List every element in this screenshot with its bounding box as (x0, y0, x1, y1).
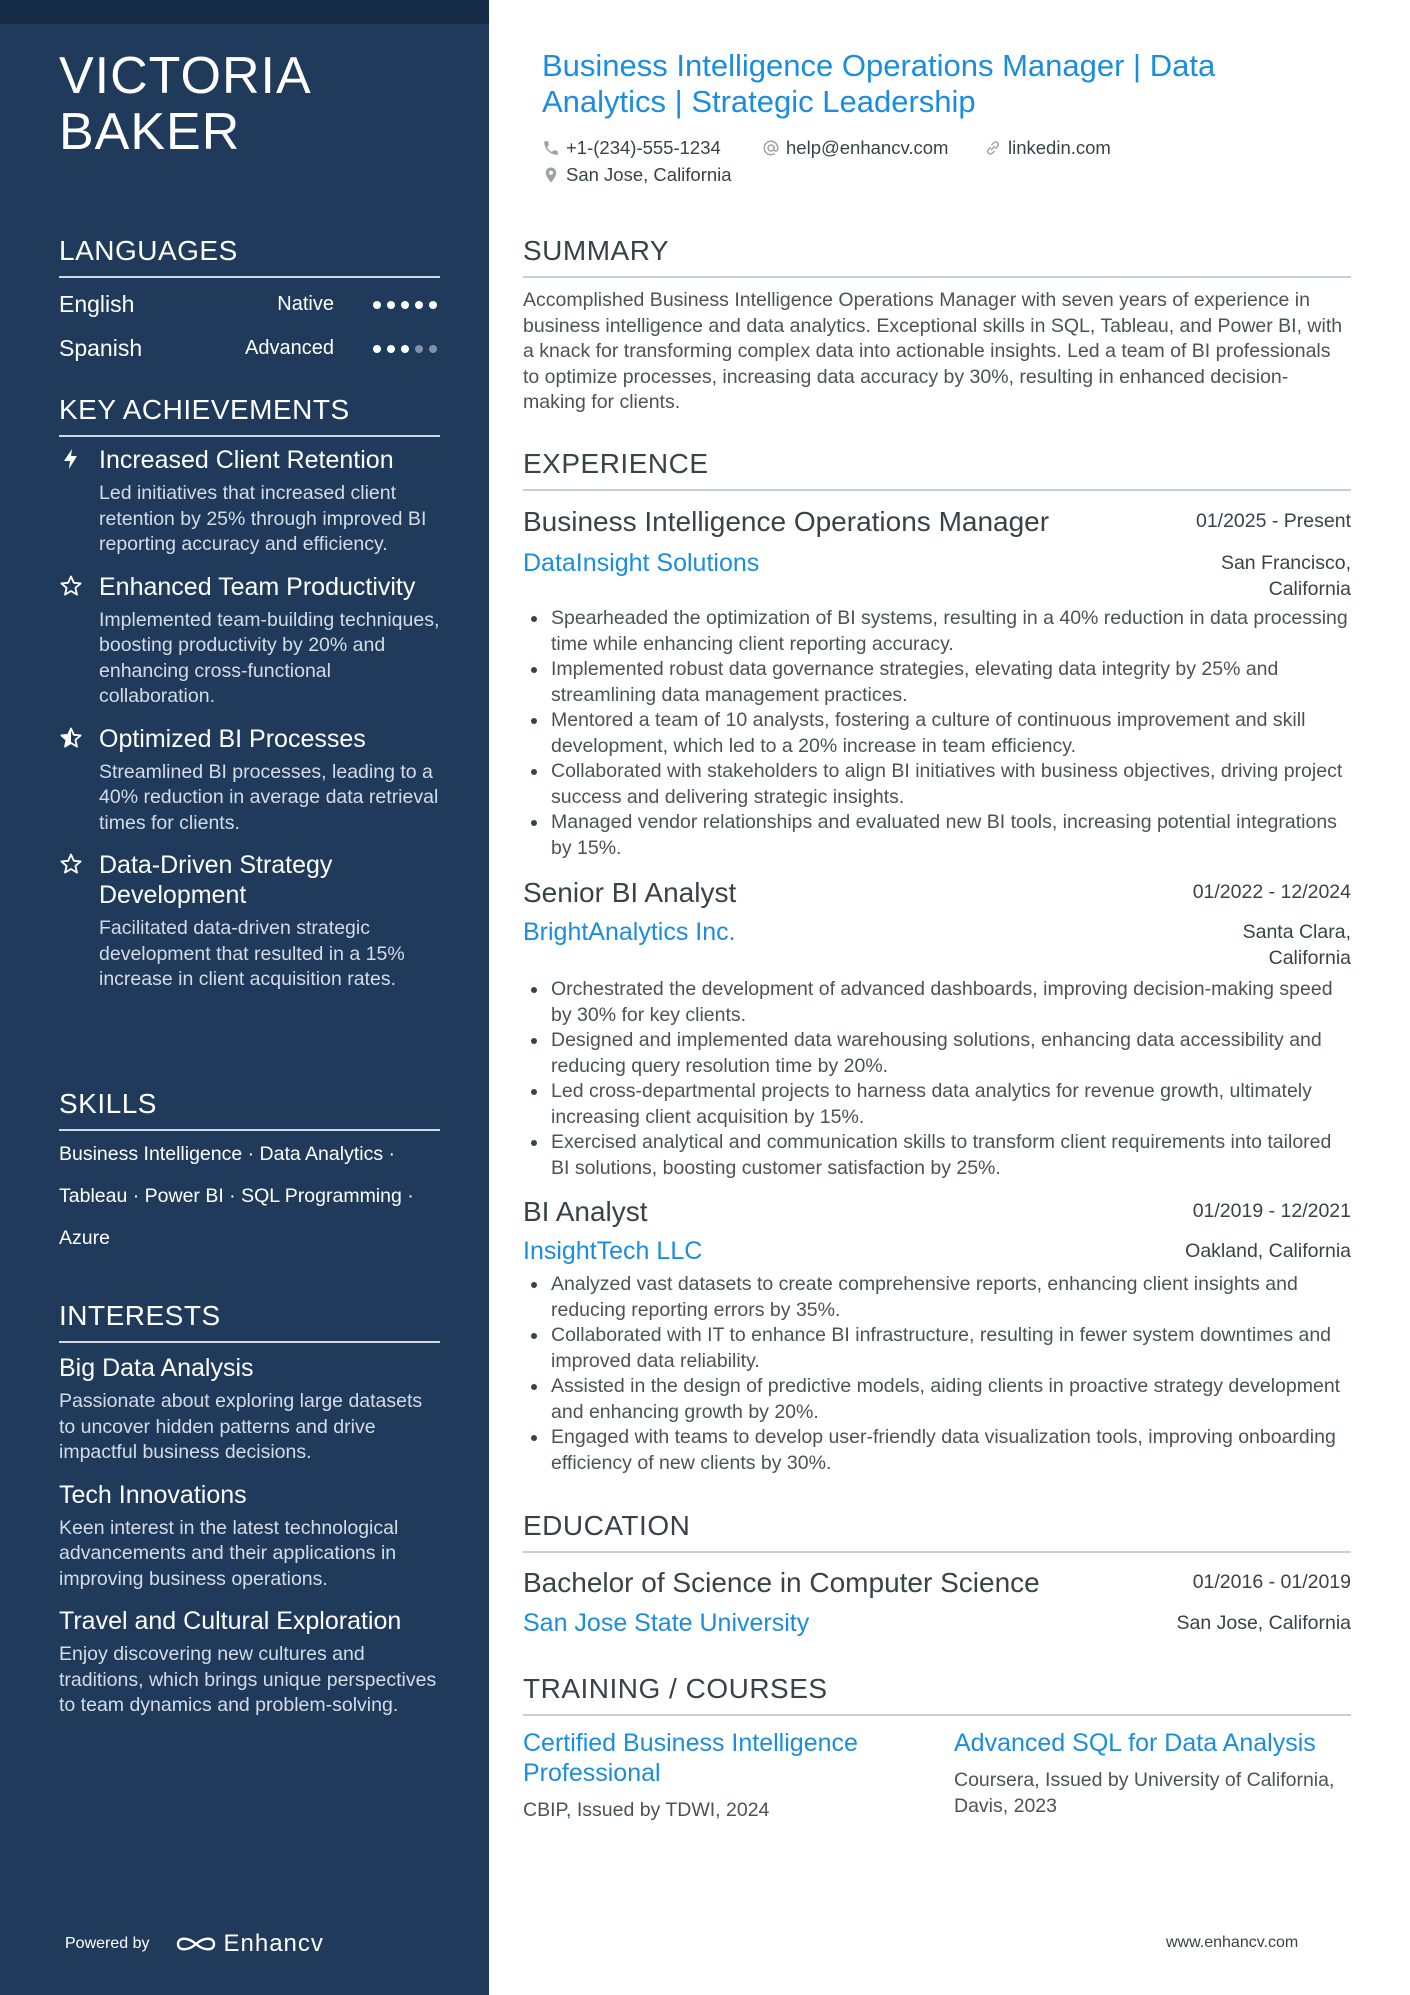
at-icon (762, 139, 780, 157)
interest-desc: Enjoy discovering new cultures and traditions, which brings unique perspectives to team dynamics and problem-solving. (59, 1643, 437, 1716)
sidebar-top-bar (0, 0, 489, 24)
summary-heading: SUMMARY (523, 234, 1351, 278)
achievement-desc: Facilitated data-driven strategic development that resulted in a 15% increase in client acquisition rates. (99, 917, 405, 990)
education-section (523, 1509, 1351, 1649)
interest-title: Big Data Analysis (59, 1354, 254, 1382)
dot-filled (373, 301, 381, 309)
language-level: Native (277, 293, 334, 315)
skills-line: Business Intelligence · Data Analytics · (59, 1143, 395, 1165)
footer-url[interactable]: www.enhancv.com (1166, 1934, 1299, 1951)
contact-location (542, 163, 732, 187)
enhancv-logo[interactable] (174, 1930, 324, 1958)
language-level: Advanced (245, 337, 334, 359)
course-title[interactable]: Certified Business Intelligence Professional (523, 1729, 858, 1787)
summary-text: Accomplished Business Intelligence Operations Manager with seven years of experience in business intelligence and data analytics. Exceptional skills in SQL, Tableau, and Power BI, with a knack for transforming complex data into actionable insights. Led a team of BI professionals to optimize processes, increasing data accuracy by 30%, resulting in enhanced decision-making for clients. (523, 289, 1343, 413)
name-first: VICTORIA (59, 47, 312, 105)
education-dates: 01/2016 - 01/2019 (1192, 1571, 1351, 1593)
job-title: BI Analyst (523, 1196, 648, 1227)
dot-filled (387, 301, 395, 309)
achievement-desc: Implemented team-building techniques, boosting productivity by 20% and enhancing cross-functional collaboration. (99, 608, 440, 707)
job-title: Business Intelligence Operations Manager (523, 506, 1050, 537)
dot-filled (429, 301, 437, 309)
language-row (59, 282, 440, 326)
job-dates: 01/2025 - Present (1195, 510, 1351, 532)
language-name: English (59, 291, 135, 317)
achievement-desc: Streamlined BI processes, leading to a 40% reduction in average data retrieval times for clients. (99, 760, 439, 834)
education-location: San Jose, California (1176, 1612, 1351, 1634)
job-bullet: Spearheaded the optimization of BI systems, resulting in a 40% reduction in data processing time while enhancing client reporting accuracy. (551, 606, 1351, 657)
job-bullet: Orchestrated the development of advanced dashboards, improving decision-making speed by 30% for key clients. (551, 977, 1351, 1028)
achievements-section (59, 393, 440, 993)
job-location: San Francisco, California (1220, 552, 1351, 600)
interest-desc: Passionate about exploring large datasets to uncover hidden patterns and drive impactful business decisions. (59, 1390, 423, 1463)
skills-line: Tableau · Power BI · SQL Programming · (59, 1185, 414, 1207)
dot-filled (373, 345, 381, 353)
skills-section (59, 1087, 459, 1259)
achievement-item (59, 850, 440, 993)
job-bullet: Collaborated with IT to enhance BI infrastructure, resulting in fewer system downtimes and improved data reliability. (551, 1323, 1351, 1374)
language-row (59, 326, 440, 370)
job-bullets (523, 606, 1351, 861)
job-bullet: Collaborated with stakeholders to align BI initiatives with business objectives, driving project success and delivering strategic insights. (551, 759, 1351, 810)
achievement-title: Increased Client Retention (99, 446, 394, 474)
star-outline-icon (59, 574, 83, 598)
course-item (954, 1728, 1351, 1819)
course-item (523, 1728, 923, 1824)
interests-section (59, 1299, 440, 1719)
dot-filled (415, 301, 423, 309)
interest-title: Travel and Cultural Exploration (59, 1607, 402, 1635)
job-bullet: Led cross-departmental projects to harness data analytics for revenue growth, ultimately increasing client acquisition by 15%. (551, 1079, 1351, 1130)
job-bullets (523, 977, 1351, 1181)
contact-phone (542, 136, 721, 160)
summary-section (523, 234, 1351, 416)
job-dates: 01/2019 - 12/2021 (1192, 1200, 1351, 1222)
job-bullet: Mentored a team of 10 analysts, fostering a culture of continuous improvement and skill development, which led to a 20% increase in team efficiency. (551, 708, 1351, 759)
languages-section (59, 234, 440, 370)
job-bullet: Engaged with teams to develop user-friendly data visualization tools, improving onboarding efficiency of new clients by 30%. (551, 1425, 1351, 1476)
location-pin-icon (542, 166, 560, 184)
contact-linkedin[interactable] (984, 136, 1111, 160)
job-bullet: Designed and implemented data warehousing solutions, enhancing data accessibility and reducing query resolution time by 20%. (551, 1028, 1351, 1079)
training-heading: TRAINING / COURSES (523, 1672, 1351, 1716)
job-title: Senior BI Analyst (523, 877, 737, 908)
dot-empty (429, 345, 437, 353)
powered-by (65, 1930, 324, 1958)
job-dates: 01/2022 - 12/2024 (1192, 881, 1351, 903)
achievement-title: Optimized BI Processes (99, 724, 366, 753)
name-last: BAKER (59, 103, 241, 161)
headline: Business Intelligence Operations Manager | Data Analytics | Strategic Leadership (542, 48, 1216, 119)
interest-title: Tech Innovations (59, 1480, 247, 1509)
job-bullet: Assisted in the design of predictive models, aiding clients in proactive strategy development and enhancing growth by 20%. (551, 1374, 1351, 1425)
achievements-heading: KEY ACHIEVEMENTS (59, 393, 440, 437)
job-bullet: Implemented robust data governance strategies, elevating data integrity by 25% and streamlining data management practices. (551, 657, 1351, 708)
degree-title: Bachelor of Science in Computer Science (523, 1567, 1040, 1598)
sidebar (0, 0, 489, 1995)
job-location: Santa Clara, California (1242, 921, 1351, 969)
bolt-icon (59, 447, 83, 471)
location-text: San Jose, California (566, 164, 732, 185)
course-title[interactable]: Advanced SQL for Data Analysis (954, 1729, 1316, 1757)
interests-heading: INTERESTS (59, 1299, 440, 1343)
star-outline-icon (59, 852, 83, 876)
course-desc: Coursera, Issued by University of California, Davis, 2023 (954, 1769, 1335, 1817)
interest-desc: Keen interest in the latest technological advancements and their applications in improving business operations. (59, 1516, 399, 1590)
course-desc: CBIP, Issued by TDWI, 2024 (523, 1799, 770, 1821)
achievement-desc: Led initiatives that increased client retention by 25% through improved BI reporting accuracy and efficiency. (99, 482, 427, 555)
skills-heading: SKILLS (59, 1087, 440, 1131)
candidate-name (59, 48, 440, 160)
achievement-title: Data-Driven Strategy Development (99, 851, 333, 909)
experience-heading: EXPERIENCE (523, 447, 1351, 491)
phone-text: +1-(234)-555-1234 (566, 137, 721, 158)
link-icon (984, 139, 1002, 157)
achievement-item (59, 445, 440, 558)
skills-line: Azure (59, 1227, 110, 1249)
languages-heading: LANGUAGES (59, 234, 440, 278)
job-bullets (523, 1272, 1351, 1476)
enhancv-logo-icon (174, 1932, 218, 1956)
school-name[interactable]: San Jose State University (523, 1609, 810, 1637)
job-company[interactable]: DataInsight Solutions (523, 549, 760, 577)
star-half-icon (59, 726, 83, 750)
proficiency-dots (373, 345, 437, 353)
training-section (523, 1672, 1351, 1868)
job-location: Oakland, California (1185, 1240, 1351, 1262)
dot-filled (401, 345, 409, 353)
dot-empty (415, 345, 423, 353)
job-company[interactable]: BrightAnalytics Inc. (523, 918, 736, 946)
powered-by-label: Powered by (65, 1935, 150, 1952)
achievement-item (59, 572, 440, 710)
email-text: help@enhancv.com (786, 137, 949, 158)
phone-icon (542, 139, 560, 157)
contact-email[interactable] (762, 136, 948, 160)
dot-filled (387, 345, 395, 353)
enhancv-brand-text: Enhancv (223, 1930, 324, 1957)
proficiency-dots (373, 301, 437, 309)
experience-section (523, 447, 1351, 1477)
achievement-title: Enhanced Team Productivity (99, 572, 416, 601)
dot-filled (401, 301, 409, 309)
job-company[interactable]: InsightTech LLC (523, 1237, 703, 1265)
education-heading: EDUCATION (523, 1509, 1351, 1553)
job-bullet: Managed vendor relationships and evaluated new BI tools, increasing potential integrations by 15%. (551, 810, 1351, 861)
job-bullet: Exercised analytical and communication skills to transform client requirements into tailored BI solutions, boosting customer satisfaction by 25%. (551, 1130, 1351, 1181)
linkedin-text: linkedin.com (1008, 137, 1111, 158)
achievement-item (59, 724, 440, 837)
job-bullet: Analyzed vast datasets to create comprehensive reports, enhancing client insights and reducing reporting errors by 35%. (551, 1272, 1351, 1323)
language-name: Spanish (59, 335, 143, 361)
